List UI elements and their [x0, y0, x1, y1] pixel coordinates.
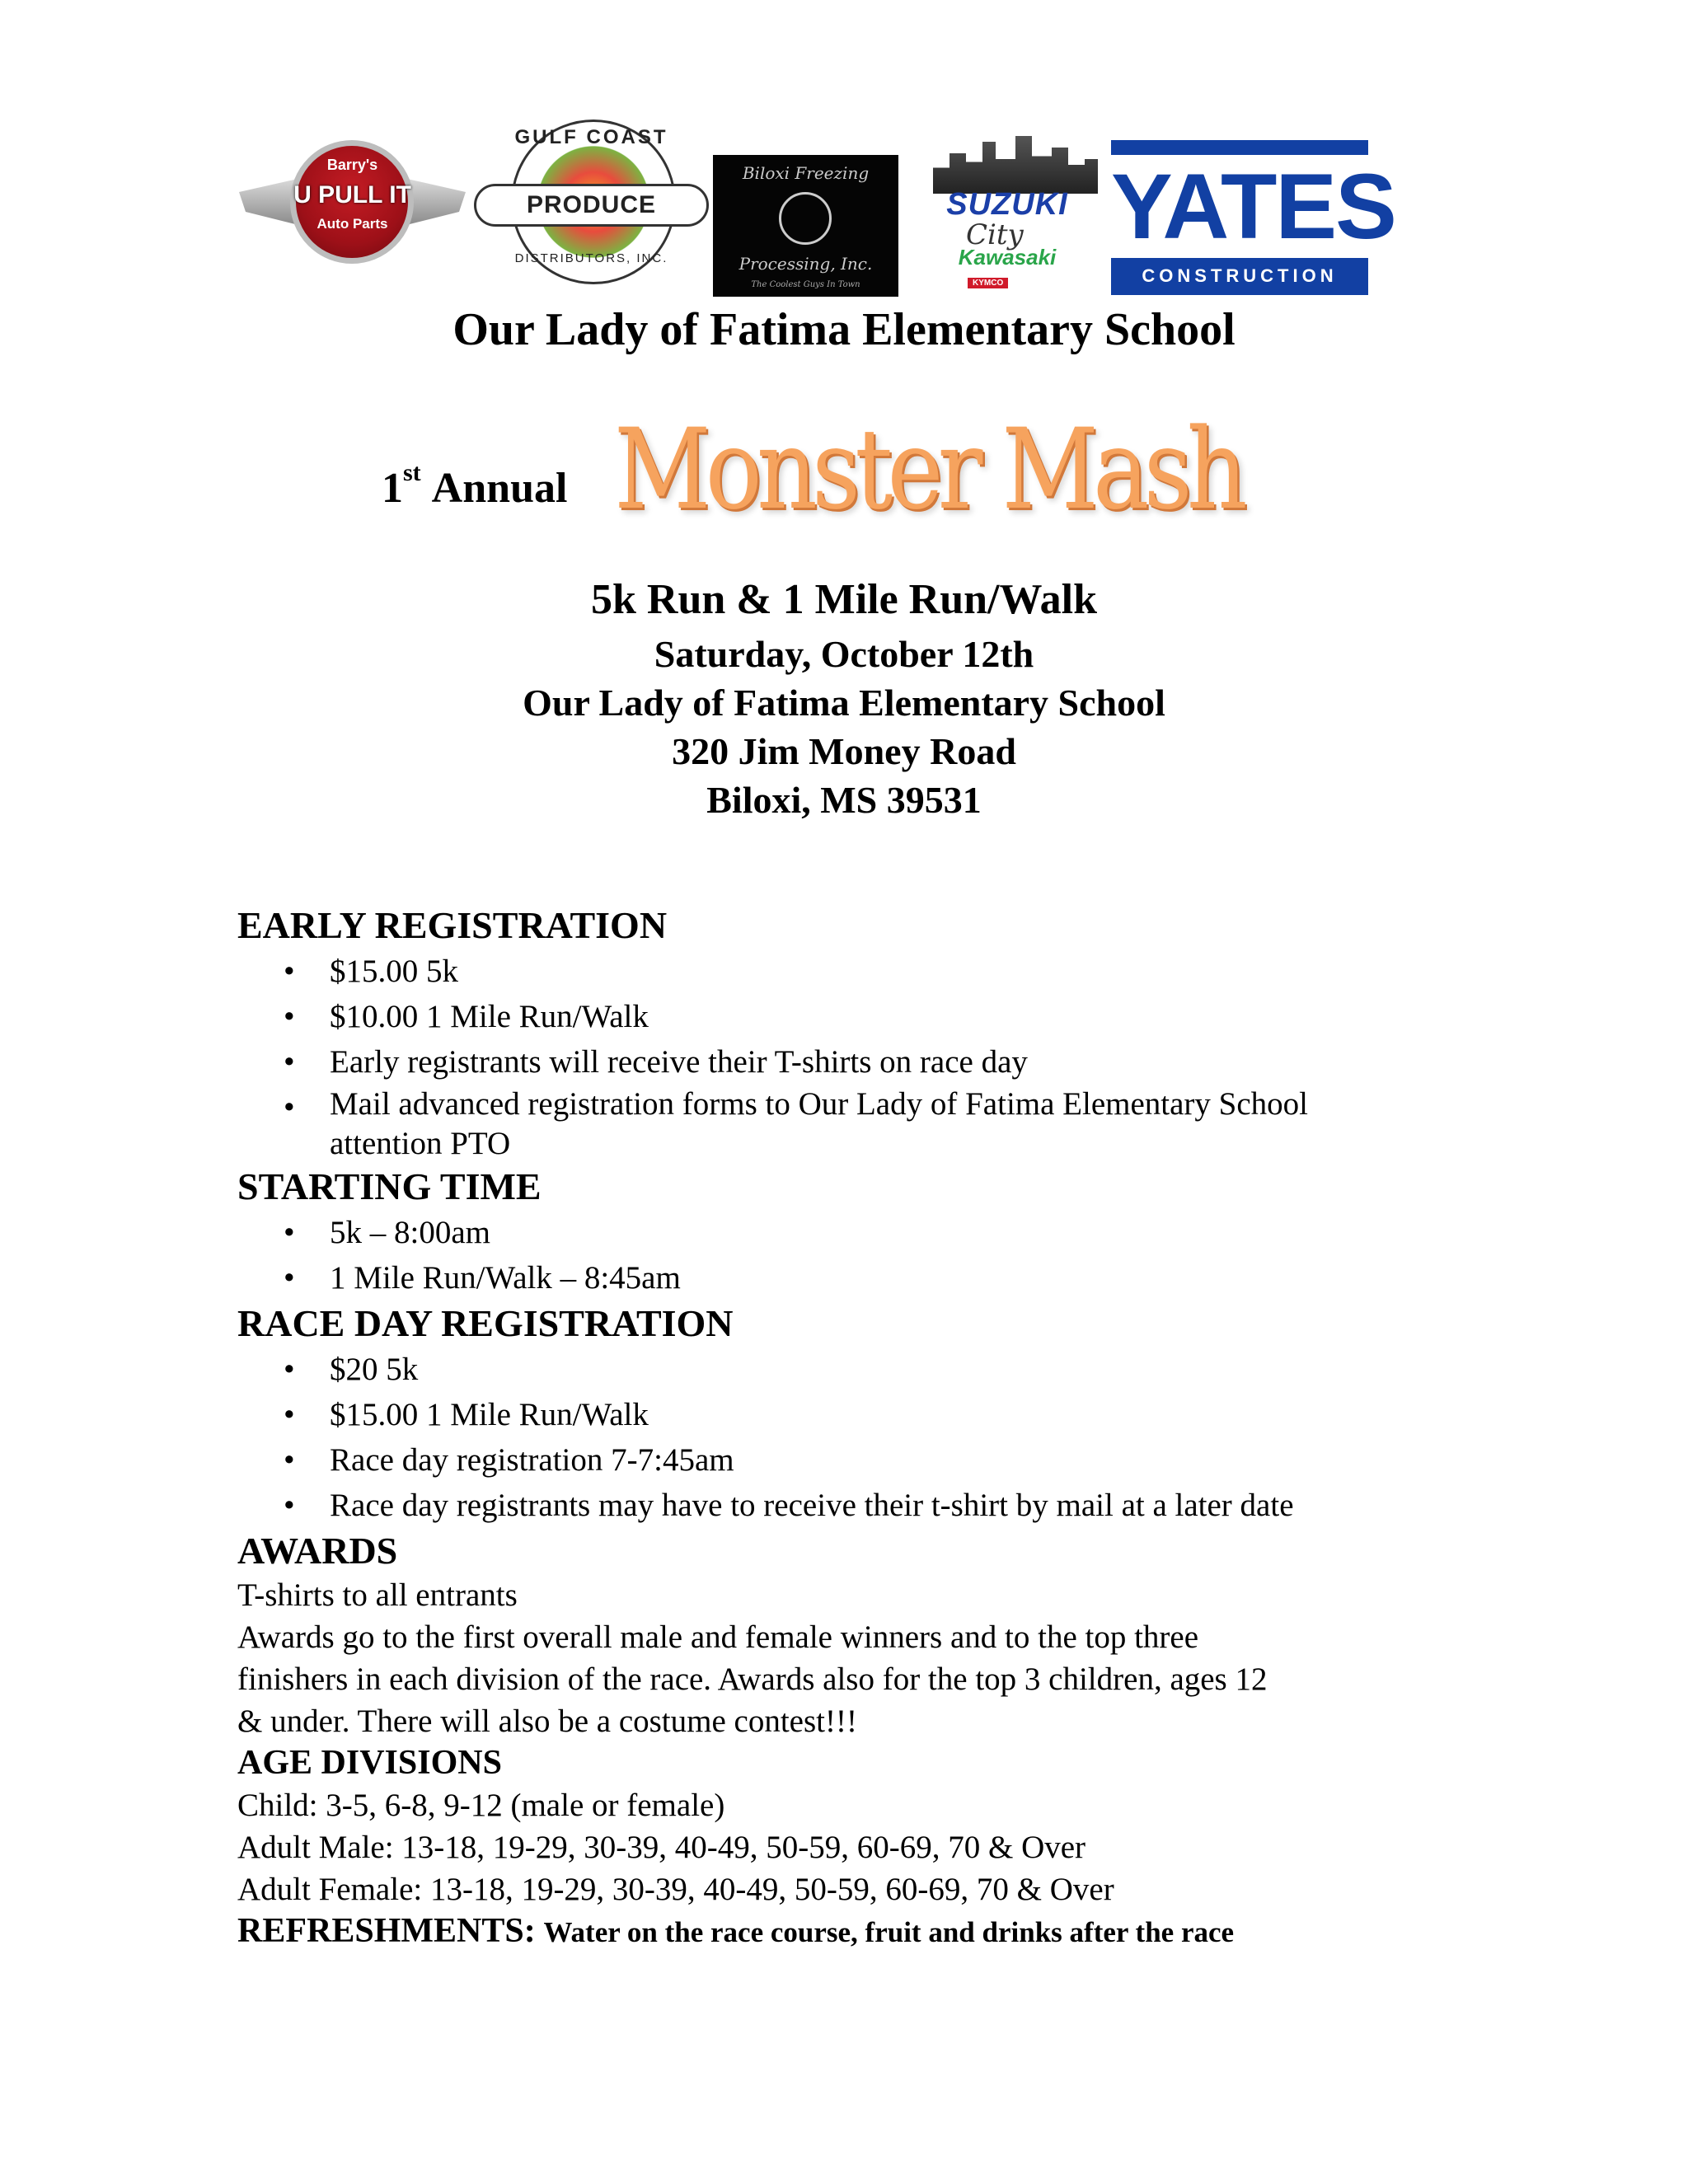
refreshments-label: REFRESHMENTS: [237, 1912, 536, 1950]
list-item-line: • Mail advanced registration forms to Our Lady of Fatima Elementary School [330, 1086, 1309, 1122]
chef-icon [779, 192, 832, 245]
race-day-list [237, 1347, 1474, 1528]
list-item: • Race day registration 7-7:45am [237, 1437, 1474, 1483]
suzuki-brand: SUZUKI [946, 187, 1068, 222]
suzuki-city-script: City [966, 218, 1024, 251]
barrys-u-pull-it-logo [239, 140, 466, 264]
yates-construction-logo [1111, 140, 1395, 295]
list-item: • $15.00 5k [237, 949, 1474, 994]
list-item-line: attention PTO [330, 1126, 511, 1161]
event-details [0, 570, 1688, 824]
list-item: • $20 5k [237, 1347, 1474, 1392]
awards-line: Awards go to the first overall male and female winners and to the top three [237, 1619, 1199, 1655]
starting-time-heading: STARTING TIME [237, 1165, 542, 1207]
list-item [237, 1085, 1474, 1164]
event-date: Saturday, October 12th [654, 633, 1034, 675]
event-races: 5k Run & 1 Mile Run/Walk [590, 576, 1098, 623]
school-title: Our Lady of Fatima Elementary School [452, 304, 1236, 355]
annual-word: Annual [431, 465, 568, 512]
biloxi-freezing-logo [713, 155, 898, 297]
barrys-logo-line1: Barry's [326, 157, 378, 173]
age-division-child: Child: 3-5, 6-8, 9-12 (male or female) [237, 1788, 725, 1823]
skyline-icon [933, 136, 1098, 194]
age-division-adult-female: Adult Female: 13-18, 19-29, 30-39, 40-49, 50-59, 60-69, 70 & Over [237, 1872, 1114, 1907]
list-item: • 1 Mile Run/Walk – 8:45am [237, 1255, 1474, 1301]
kymco-badge: KYMCO [968, 278, 1008, 288]
annual-label [382, 459, 568, 513]
refreshments-text: Water on the race course, fruit and drinks after the race [543, 1916, 1235, 1948]
barrys-logo-line3: Auto Parts [316, 216, 388, 232]
event-name-wordart: Monster Mash [614, 405, 1242, 534]
age-divisions-heading: AGE DIVISIONS [237, 1744, 502, 1782]
age-division-adult-male: Adult Male: 13-18, 19-29, 30-39, 40-49, 50-59, 60-69, 70 & Over [237, 1830, 1086, 1865]
list-item: • $15.00 1 Mile Run/Walk [237, 1392, 1474, 1437]
yates-name: YATES [1111, 155, 1395, 258]
event-venue: Our Lady of Fatima Elementary School [523, 682, 1165, 724]
awards-line: T-shirts to all entrants [237, 1577, 518, 1613]
list-item: • Early registrants will receive their T-shirts on race day [237, 1039, 1474, 1085]
list-item: • $10.00 1 Mile Run/Walk [237, 994, 1474, 1039]
kawasaki-brand: Kawasaki [958, 245, 1057, 269]
list-item: • 5k – 8:00am [237, 1210, 1474, 1255]
awards-line: & under. There will also be a costume contest!!! [237, 1704, 857, 1739]
list-item: • Race day registrants may have to receive their t-shirt by mail at a later date [237, 1483, 1474, 1528]
barrys-logo-line2: U PULL IT [293, 181, 411, 209]
gulf-coast-produce-logo [474, 120, 709, 293]
gulf-logo-bottom: DISTRIBUTORS, INC. [514, 251, 668, 265]
refreshments-line [237, 1910, 1474, 1953]
biloxi-logo-line2: Processing, Inc. [738, 254, 873, 274]
early-registration-heading: EARLY REGISTRATION [237, 904, 668, 946]
yates-sub: CONSTRUCTION [1142, 265, 1338, 286]
event-street: 320 Jim Money Road [672, 730, 1016, 772]
awards-line: finishers in each division of the race. Awards also for the top 3 children, ages 12 [237, 1661, 1268, 1697]
awards-heading: AWARDS [237, 1530, 398, 1572]
early-registration-list [237, 949, 1474, 1164]
gulf-logo-main: PRODUCE [526, 191, 656, 218]
event-city: Biloxi, MS 39531 [706, 779, 982, 821]
race-day-heading: RACE DAY REGISTRATION [237, 1302, 734, 1344]
flyer-body [237, 902, 1474, 1953]
gulf-logo-top: GULF COAST [514, 126, 668, 148]
biloxi-logo-line1: Biloxi Freezing [742, 163, 870, 183]
starting-time-list [237, 1210, 1474, 1301]
gulf-logo-banner [474, 184, 709, 227]
biloxi-logo-tagline: The Coolest Guys In Town [751, 280, 860, 289]
suzuki-city-logo [908, 136, 1106, 293]
annual-number: 1 [382, 465, 403, 512]
annual-suffix: st [403, 459, 421, 486]
